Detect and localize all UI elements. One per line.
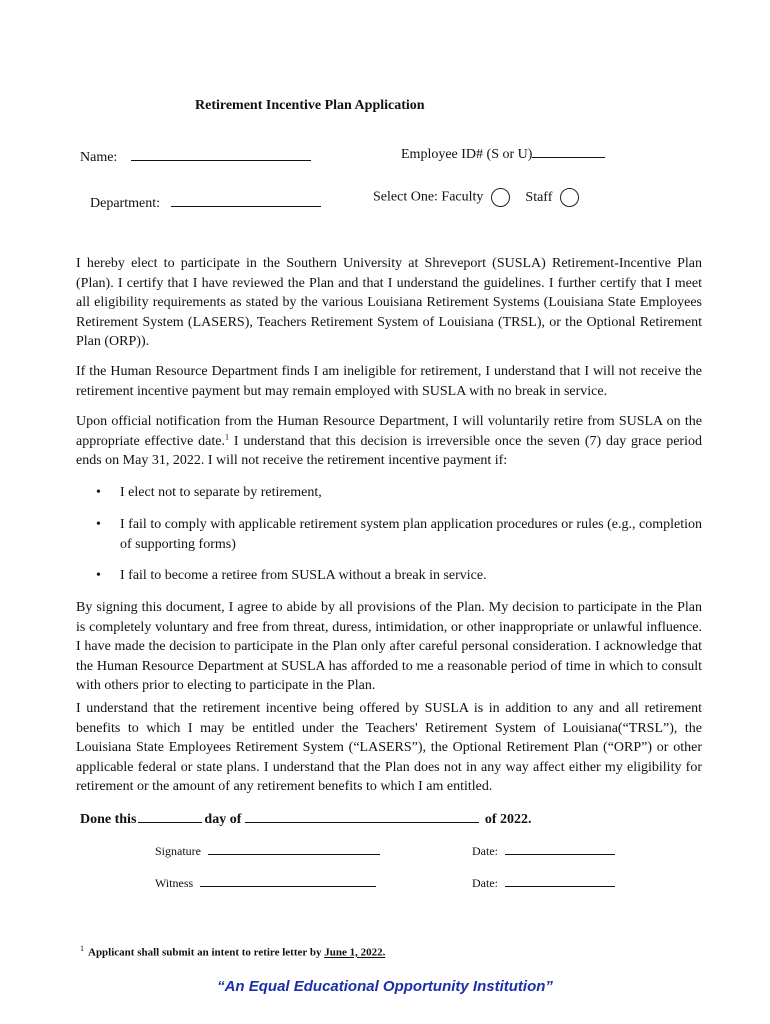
employee-id-field-row bbox=[401, 143, 605, 163]
list-item-text: I elect not to separate by retirement, bbox=[120, 485, 322, 500]
department-input-line[interactable] bbox=[171, 192, 321, 207]
witness-date-label: Date: bbox=[472, 876, 498, 890]
faculty-radio[interactable] bbox=[491, 188, 510, 207]
institution-motto: “An Equal Educational Opportunity Institution” bbox=[217, 978, 553, 995]
paragraph-agreement-text: By signing this document, I agree to abide by all provisions of the Plan. My decision to participate in the Plan is completely voluntary and free from threat, duress, intimidation, or other inappropriate or unlawful influence. I have made the decision to participate in the Plan only after careful personal consideration. I acknowledge that the Human Resource Department at SUSLA has afforded to me a reasonable period of time in which to consult with others prior to electing to participate in the Plan. bbox=[76, 600, 702, 693]
paragraph-understanding bbox=[76, 699, 702, 797]
signature-date-input-line[interactable] bbox=[505, 842, 615, 855]
of-year-label: of 2022. bbox=[484, 812, 532, 827]
employee-id-label: Employee ID# (S or U) bbox=[401, 147, 533, 162]
footnote-deadline: June 1, 2022. bbox=[324, 946, 386, 959]
witness-date-input-line[interactable] bbox=[505, 874, 615, 887]
footnote-text: Applicant shall submit an intent to retire letter by bbox=[88, 946, 325, 959]
name-input-line[interactable] bbox=[131, 146, 311, 161]
list-item bbox=[96, 483, 702, 503]
list-item bbox=[96, 515, 702, 554]
paragraph-agreement bbox=[76, 598, 702, 696]
signature-input-line[interactable] bbox=[208, 842, 380, 855]
notification-text-end: I understand that this decision is irreversible once the seven (7) day grace period ends on May 31, 2022. I will not receive the retirement incentive payment if: bbox=[76, 433, 702, 468]
paragraph-notification bbox=[76, 412, 702, 471]
signature-row bbox=[155, 842, 380, 859]
witness-date-row bbox=[472, 874, 615, 891]
bullet-icon: • bbox=[96, 568, 101, 583]
footnote-reference: 1 bbox=[224, 431, 229, 441]
month-input-line[interactable] bbox=[245, 808, 479, 823]
form-title: Retirement Incentive Plan Application bbox=[195, 98, 425, 113]
done-this-line bbox=[80, 808, 532, 828]
list-item-text: I fail to become a retiree from SUSLA without a break in service. bbox=[120, 568, 487, 583]
department-label: Department: bbox=[90, 196, 160, 211]
signature-label: Signature bbox=[155, 844, 201, 858]
paragraph-ineligibility-text: If the Human Resource Department finds I am ineligible for retirement, I understand that I will not receive the retirement incentive payment but may remain employed with SUSLA with no break in service. bbox=[76, 364, 702, 399]
staff-radio[interactable] bbox=[560, 188, 579, 207]
list-item bbox=[96, 566, 702, 586]
bullet-icon: • bbox=[96, 485, 101, 500]
signature-date-label: Date: bbox=[472, 844, 498, 858]
condition-list-2 bbox=[96, 515, 702, 554]
condition-list-3 bbox=[96, 566, 702, 586]
faculty-staff-selector bbox=[373, 188, 579, 207]
paragraph-understanding-text: I understand that the retirement incentive being offered by SUSLA is in addition to any and all retirement benefits to which I may be entitled under the Teachers' Retirement System of Louisiana(“TRSL”), the Louisiana State Employees Retirement System (“LASERS”), the Optional Retirement Plan (“ORP”) or other applicable federal or state plans. I understand that the Plan does not in any way affect either my eligibility for retirement or the amount of any retirement benefits to which I am entitled. bbox=[76, 701, 702, 794]
done-this-label: Done this bbox=[80, 812, 137, 827]
bullet-icon: • bbox=[96, 517, 101, 532]
witness-input-line[interactable] bbox=[200, 874, 376, 887]
paragraph-election-text: I hereby elect to participate in the Southern University at Shreveport (SUSLA) Retirement-Incentive Plan (Plan). I certify that I have reviewed the Plan and that I understand the guidelines. I further certify that I meet all eligibility requirements as stated by the various Louisiana Retirement Systems (Louisiana State Employees Retirement System (LASERS), Teachers Retirement System of Louisiana (TRSL), or the Optional Retirement Plan (ORP)). bbox=[76, 256, 702, 349]
signature-date-row bbox=[472, 842, 615, 859]
employee-id-input-line[interactable] bbox=[532, 143, 605, 158]
paragraph-ineligibility bbox=[76, 362, 702, 401]
footnote bbox=[80, 944, 385, 959]
name-label: Name: bbox=[80, 150, 118, 165]
select-one-faculty-label: Select One: Faculty bbox=[373, 189, 484, 205]
footnote-mark: 1 bbox=[80, 944, 84, 953]
department-field-row bbox=[90, 192, 321, 212]
day-input-line[interactable] bbox=[138, 808, 202, 823]
name-field-row bbox=[80, 146, 311, 166]
condition-list bbox=[96, 483, 702, 503]
day-of-label: day of bbox=[204, 812, 242, 827]
list-item-text: I fail to comply with applicable retirement system plan application procedures or rules (e.g., completion of supporting forms) bbox=[120, 517, 702, 552]
notification-text-start: Upon official notification from the Human Resource Department, I will voluntarily retire from SUSLA on the appropriate effective date. bbox=[76, 414, 702, 449]
paragraph-notification-text bbox=[76, 412, 702, 471]
witness-row bbox=[155, 874, 376, 891]
paragraph-election bbox=[76, 254, 702, 352]
staff-label: Staff bbox=[525, 189, 553, 205]
witness-label: Witness bbox=[155, 876, 194, 890]
